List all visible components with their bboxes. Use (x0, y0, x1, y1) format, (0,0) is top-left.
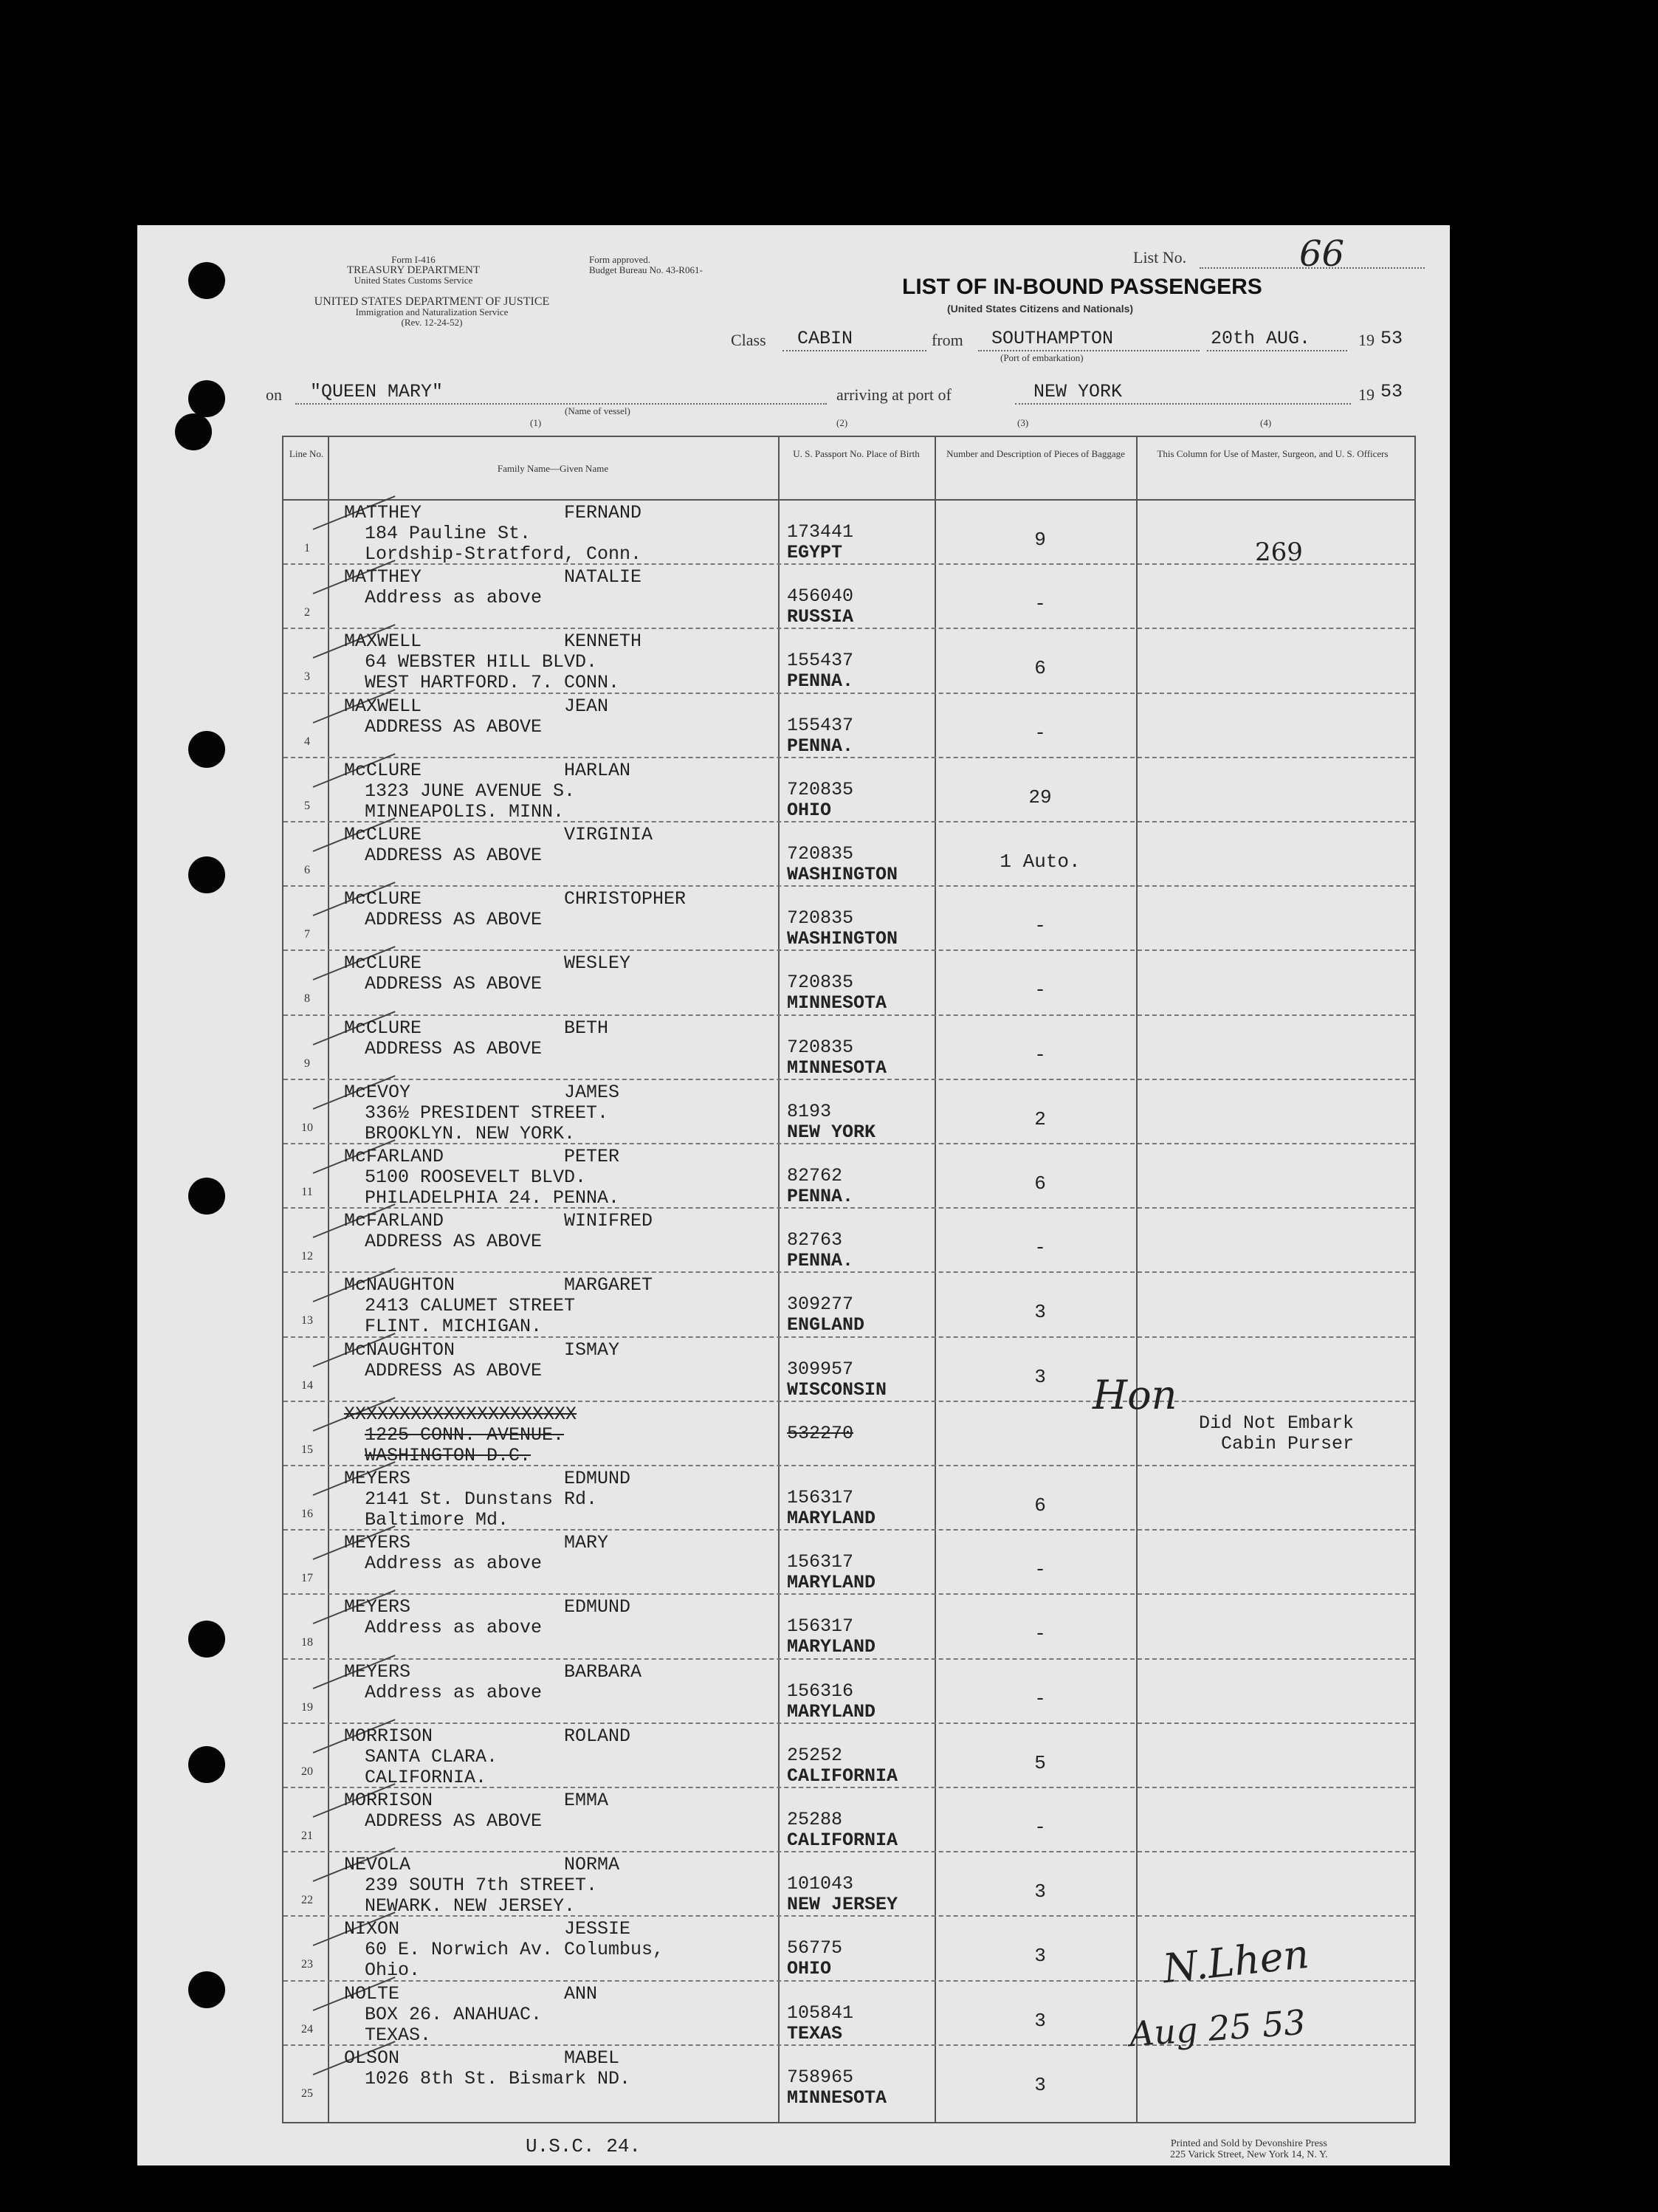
cell-passport: 532270 (787, 1422, 854, 1444)
line-number: 23 (301, 1958, 313, 1971)
cell-surname: MEYERS (344, 1596, 411, 1618)
cell-bag: - (1034, 1623, 1046, 1646)
cell-given: MARY (564, 1532, 609, 1554)
cell-addr1: 239 SOUTH 7th STREET. (365, 1875, 598, 1897)
table-row (283, 1338, 1414, 1402)
justice-header (266, 297, 598, 328)
cell-surname: McCLURE (344, 759, 422, 781)
cell-addr2: Lordship-Stratford, Conn. (365, 543, 642, 565)
cell-birth: WISCONSIN (787, 1378, 887, 1401)
cell-given: MARGARET (564, 1274, 653, 1296)
cell-addr1: ADDRESS AS ABOVE (365, 845, 543, 866)
inspector-date-signature: Aug 25 53 (1128, 2002, 1307, 2055)
cell-birth: ENGLAND (787, 1314, 865, 1336)
form-header (317, 255, 509, 286)
cell-passport: 309957 (787, 1358, 854, 1380)
cell-addr1: ADDRESS AS ABOVE (365, 1037, 543, 1059)
inspector-signature: N.Lhen (1160, 1930, 1312, 1993)
table-row (283, 1402, 1414, 1466)
cell-surname: MAXWELL (344, 695, 422, 717)
cell-surname: MEYERS (344, 1468, 411, 1489)
table-row (283, 1273, 1414, 1337)
cell-bag: 6 (1034, 1172, 1046, 1195)
cell-addr1: 60 E. Norwich Av. Columbus, (365, 1939, 664, 1961)
form-subtitle: (United States Citizens and Nationals) (947, 303, 1134, 315)
cell-birth: RUSSIA (787, 606, 854, 628)
cell-given: JEAN (564, 695, 609, 717)
table-row (283, 1531, 1414, 1595)
cell-addr1: Address as above (365, 587, 543, 609)
cell-birth: MARYLAND (787, 1636, 876, 1658)
col-num-4: (4) (1260, 417, 1272, 428)
printer-credit (1170, 2138, 1328, 2160)
line-number: 1 (304, 542, 310, 554)
class-label: Class (731, 331, 766, 349)
cell-surname: McCLURE (344, 824, 422, 845)
table-row (283, 887, 1414, 951)
table-row (283, 1209, 1414, 1273)
col-baggage-header: Number and Description of Pieces of Baggage (946, 448, 1125, 459)
cell-surname: McEVOY (344, 1081, 411, 1103)
cell-passport: 82763 (787, 1229, 843, 1251)
cell-bag: - (1034, 593, 1046, 616)
line-number: 25 (301, 2086, 313, 2100)
cell-birth: NEW JERSEY (787, 1894, 898, 1916)
punch-hole (188, 1746, 225, 1783)
cell-addr1: 184 Pauline St. (365, 523, 532, 544)
printer-address: 225 Varick Street, New York 14, N. Y. (1170, 2149, 1328, 2160)
cell-surname: McCLURE (344, 1017, 422, 1039)
cell-bag: - (1034, 1816, 1046, 1838)
cell-bag: 29 (1028, 786, 1052, 808)
list-number: 66 (1299, 233, 1345, 275)
line-number: 13 (301, 1314, 313, 1327)
cell-birth: MARYLAND (787, 1572, 876, 1594)
col-name-header: Family Name—Given Name (497, 463, 609, 474)
cell-surname: NEVOLA (344, 1854, 411, 1876)
cell-surname: McFARLAND (344, 1210, 444, 1232)
cell-given: MABEL (564, 2047, 620, 2069)
table-row (283, 1144, 1414, 1209)
punch-hole (188, 856, 225, 893)
purser-initials: Hon (1093, 1372, 1177, 1418)
line-number: 18 (301, 1636, 313, 1649)
cell-surname: MORRISON (344, 1725, 433, 1747)
year-prefix: 19 (1358, 331, 1375, 349)
table-row (283, 694, 1414, 758)
cell-given: JESSIE (564, 1918, 631, 1940)
cell-birth: EGYPT (787, 542, 843, 563)
cell-passport: 155437 (787, 650, 854, 672)
table-row (283, 1724, 1414, 1788)
col-officers-header: This Column for Use of Master, Surgeon, and U. S. Officers (1157, 448, 1389, 459)
cell-addr1: BOX 26. ANAHUAC. (365, 2003, 543, 2025)
cell-given: CHRISTOPHER (564, 888, 687, 910)
col-passport-header: U. S. Passport No. Place of Birth (793, 448, 920, 459)
cell-bag: 5 (1034, 1751, 1046, 1774)
cell-passport: 82762 (787, 1165, 843, 1186)
usc-number: U.S.C. 24. (526, 2135, 641, 2157)
cell-addr1: 64 WEBSTER HILL BLVD. (365, 651, 598, 673)
line-number: 24 (301, 2022, 313, 2036)
did-not-embark-note: Did Not Embark (1199, 1412, 1355, 1434)
punch-hole (188, 1178, 225, 1215)
port-of-embarkation: SOUTHAMPTON (991, 328, 1114, 349)
cell-addr1: 1323 JUNE AVENUE S. (365, 780, 576, 802)
col-num-3: (3) (1017, 417, 1029, 428)
cell-given: VIRGINIA (564, 824, 653, 845)
on-label: on (266, 385, 282, 404)
table-row (283, 1660, 1414, 1724)
line-number: 21 (301, 1830, 313, 1842)
cell-bag: - (1034, 1237, 1046, 1260)
cell-surname: MEYERS (344, 1532, 411, 1554)
budget-bureau: Budget Bureau No. 43-R061- (589, 264, 703, 275)
cell-bag: 9 (1034, 529, 1046, 551)
year-value: 53 (1380, 328, 1403, 349)
cell-birth: PENNA. (787, 1186, 854, 1207)
cell-given: BARBARA (564, 1660, 642, 1683)
line-number: 4 (304, 735, 310, 748)
cell-addr2: FLINT. MICHIGAN. (365, 1316, 543, 1338)
line-number: 7 (304, 928, 310, 941)
cell-bag: - (1034, 915, 1046, 938)
cell-addr2: Ohio. (365, 1959, 421, 1982)
cell-surname: MATTHEY (344, 502, 422, 523)
cell-addr2: NEWARK. NEW JERSEY. (365, 1895, 576, 1917)
form-number: Form I-416 (391, 254, 436, 265)
cell-passport: 105841 (787, 2002, 854, 2024)
table-row (283, 1080, 1414, 1144)
cell-birth: OHIO (787, 1958, 832, 1980)
class-value: CABIN (797, 328, 853, 349)
cell-bag: 6 (1034, 1494, 1046, 1517)
cell-addr1: ADDRESS AS ABOVE (365, 1810, 543, 1832)
cell-surname: McFARLAND (344, 1146, 444, 1167)
cell-addr1: ADDRESS AS ABOVE (365, 973, 543, 995)
approval (589, 255, 703, 275)
list-no-label: List No. (1133, 248, 1187, 267)
cell-bag: - (1034, 721, 1046, 744)
cell-bag: 3 (1034, 2073, 1046, 2096)
cell-birth: MARYLAND (787, 1508, 876, 1529)
cell-passport: 720835 (787, 843, 854, 865)
cell-passport: 25288 (787, 1809, 843, 1830)
arriving-label: arriving at port of (836, 385, 952, 404)
cell-addr2: CALIFORNIA. (365, 1766, 487, 1788)
cell-birth: CALIFORNIA (787, 1765, 898, 1787)
cell-surname: McCLURE (344, 952, 422, 975)
cell-addr1: Address as above (365, 1553, 543, 1575)
arrival-year: 53 (1380, 381, 1403, 402)
ins-name: Immigration and Naturalization Service (355, 306, 509, 317)
cell-surname: NOLTE (344, 1982, 400, 2005)
cell-surname: McCLURE (344, 888, 422, 910)
cell-surname: MAXWELL (344, 631, 422, 653)
cell-birth: NEW YORK (787, 1121, 876, 1143)
departure-date: 20th AUG. (1211, 328, 1311, 349)
cell-bag: 6 (1034, 657, 1046, 680)
cell-passport: 8193 (787, 1100, 832, 1122)
punch-hole (188, 1971, 225, 2008)
cell-addr2: MINNEAPOLIS. MINN. (365, 800, 565, 822)
passenger-table (282, 436, 1416, 2123)
printer-name: Printed and Sold by Devonshire Press (1170, 2138, 1327, 2149)
table-row (283, 1595, 1414, 1659)
line-number: 20 (301, 1765, 313, 1778)
cell-bag: - (1034, 1687, 1046, 1710)
cell-birth: TEXAS (787, 2022, 843, 2044)
line-number: 3 (304, 670, 310, 684)
line-number: 2 (304, 606, 310, 619)
cabin-purser-note: Cabin Purser (1221, 1432, 1355, 1454)
cell-bag: - (1034, 979, 1046, 1002)
port-embark-caption: (Port of embarkation) (1000, 352, 1084, 363)
table-row (283, 1852, 1414, 1917)
cell-passport: 173441 (787, 521, 854, 543)
cell-surname: OLSON (344, 2047, 400, 2069)
cell-bag: 1 Auto. (1000, 851, 1081, 873)
cell-bag: 3 (1034, 1301, 1046, 1324)
cell-addr1: ADDRESS AS ABOVE (365, 1359, 543, 1381)
line-number: 6 (304, 864, 310, 876)
revision: (Rev. 12-24-52) (401, 317, 463, 328)
cell-bag: 3 (1034, 1880, 1046, 1903)
col-num-2: (2) (836, 417, 848, 428)
table-row (283, 2046, 1414, 2110)
cell-passport: 456040 (787, 585, 854, 608)
col-line-header: Line No. (289, 448, 324, 459)
cell-passport: 309277 (787, 1294, 854, 1316)
line-number: 11 (301, 1186, 313, 1198)
cell-given: BETH (564, 1017, 609, 1039)
customs-name: United States Customs Service (354, 275, 473, 286)
cell-addr1: 5100 ROOSEVELT BLVD. (365, 1167, 587, 1188)
line-number: 15 (301, 1443, 313, 1456)
punch-hole (188, 380, 225, 417)
table-row (283, 501, 1414, 565)
cell-addr1: 2413 CALUMET STREET (365, 1295, 576, 1317)
line-number: 16 (301, 1508, 313, 1520)
cell-surname: McNAUGHTON (344, 1339, 455, 1361)
cell-birth: MARYLAND (787, 1700, 876, 1722)
from-label: from (932, 331, 963, 349)
dept-name: TREASURY DEPARTMENT (346, 264, 481, 276)
cell-given: NATALIE (564, 566, 642, 588)
cell-birth: MINNESOTA (787, 2086, 887, 2109)
cell-birth: CALIFORNIA (787, 1830, 898, 1851)
cell-addr1: 336½ PRESIDENT STREET. (365, 1102, 609, 1124)
line-number: 8 (304, 992, 310, 1006)
cell-passport: 720835 (787, 778, 854, 800)
cell-bag: 3 (1034, 1365, 1046, 1388)
cell-given: KENNETH (564, 631, 642, 653)
cell-addr2: Baltimore Md. (365, 1509, 509, 1531)
cell-given: JAMES (564, 1081, 620, 1103)
cell-birth: WASHINGTON (787, 864, 898, 885)
cell-addr1: Address as above (365, 1617, 543, 1639)
cell-passport: 156316 (787, 1680, 854, 1702)
cell-given: EDMUND (564, 1468, 631, 1489)
cell-given: EMMA (564, 1790, 609, 1811)
table-row (283, 1788, 1414, 1852)
cell-surname: NIXON (344, 1918, 400, 1940)
cell-passport: 56775 (787, 1937, 843, 1959)
cell-passport: 25252 (787, 1744, 843, 1766)
cell-surname: McNAUGHTON (344, 1274, 455, 1296)
cell-bag: - (1034, 1559, 1046, 1581)
line-number: 22 (301, 1894, 313, 1907)
cell-given: ROLAND (564, 1725, 631, 1747)
form-approved: Form approved. (589, 254, 651, 265)
cell-given: WINIFRED (564, 1210, 653, 1232)
cell-passport: 720835 (787, 907, 854, 930)
cell-bag: 3 (1034, 2009, 1046, 2032)
cell-addr1: 1225 CONN. AVENUE. (365, 1423, 565, 1446)
cell-passport: 720835 (787, 972, 854, 994)
cell-addr1: ADDRESS AS ABOVE (365, 1231, 543, 1253)
cell-bag: - (1034, 1043, 1046, 1066)
cell-addr2: TEXAS. (365, 2024, 432, 2046)
arrival-port: NEW YORK (1033, 381, 1123, 402)
cell-birth: WASHINGTON (787, 928, 898, 950)
col-num-1: (1) (530, 417, 542, 428)
punch-hole (188, 262, 225, 299)
cell-surname: MATTHEY (344, 566, 422, 588)
cell-given: NORMA (564, 1854, 620, 1876)
cell-given: HARLAN (564, 759, 631, 781)
cell-bag: 2 (1034, 1107, 1046, 1130)
cell-birth: PENNA. (787, 735, 854, 757)
punch-hole (175, 413, 212, 450)
line-number: 10 (301, 1121, 313, 1134)
cell-addr2: BROOKLYN. NEW YORK. (365, 1122, 576, 1144)
cell-passport: 720835 (787, 1036, 854, 1058)
cell-addr1: Address as above (365, 1681, 543, 1703)
cell-passport: 155437 (787, 714, 854, 736)
cell-given: FERNAND (564, 502, 642, 523)
officer-number: 269 (1255, 537, 1303, 567)
cell-passport: 156317 (787, 1615, 854, 1638)
cell-addr1: 2141 St. Dunstans Rd. (365, 1488, 598, 1510)
line-number: 17 (301, 1572, 313, 1585)
arrival-year-prefix: 19 (1358, 385, 1375, 404)
table-row (283, 822, 1414, 887)
vessel-caption: (Name of vessel) (565, 405, 630, 416)
cell-birth: PENNA. (787, 670, 854, 693)
cell-given: EDMUND (564, 1596, 631, 1618)
vessel-name: "QUEEN MARY" (310, 381, 444, 402)
cell-surname: XXXXXXXXXXXXXXXXXXXXX (344, 1403, 577, 1425)
cell-birth: MINNESOTA (787, 1057, 887, 1079)
cell-birth: OHIO (787, 799, 832, 821)
line-number: 14 (301, 1378, 313, 1392)
line-number: 5 (304, 799, 310, 812)
form-title: LIST OF IN-BOUND PASSENGERS (902, 275, 1262, 299)
table-row (283, 1016, 1414, 1080)
cell-addr2: WASHINGTON D.C. (365, 1444, 532, 1466)
table-row (283, 758, 1414, 822)
punch-hole (188, 1621, 225, 1658)
cell-addr1: ADDRESS AS ABOVE (365, 715, 543, 738)
justice-name: UNITED STATES DEPARTMENT OF JUSTICE (314, 295, 550, 308)
cell-addr2: WEST HARTFORD. 7. CONN. (365, 672, 620, 694)
table-row (283, 565, 1414, 629)
punch-hole (188, 731, 225, 768)
cell-passport: 156317 (787, 1487, 854, 1508)
line-number: 9 (304, 1057, 310, 1070)
line-number: 19 (301, 1700, 313, 1714)
table-row (283, 629, 1414, 693)
cell-birth: PENNA. (787, 1250, 854, 1272)
cell-given: WESLEY (564, 952, 631, 975)
cell-given: PETER (564, 1146, 620, 1167)
cell-passport: 758965 (787, 2066, 854, 2088)
cell-birth: MINNESOTA (787, 992, 887, 1014)
cell-passport: 101043 (787, 1873, 854, 1895)
cell-given: ISMAY (564, 1339, 620, 1361)
cell-addr2: PHILADELPHIA 24. PENNA. (365, 1187, 620, 1209)
cell-addr1: SANTA CLARA. (365, 1745, 498, 1768)
cell-addr1: 1026 8th St. Bismark ND. (365, 2067, 631, 2089)
line-number: 12 (301, 1250, 313, 1263)
cell-surname: MEYERS (344, 1660, 411, 1683)
table-row (283, 951, 1414, 1015)
cell-addr1: ADDRESS AS ABOVE (365, 909, 543, 931)
cell-surname: MORRISON (344, 1790, 433, 1811)
cell-given: ANN (564, 1982, 598, 2005)
cell-bag: 3 (1034, 1945, 1046, 1968)
cell-passport: 156317 (787, 1551, 854, 1573)
table-row (283, 1466, 1414, 1531)
